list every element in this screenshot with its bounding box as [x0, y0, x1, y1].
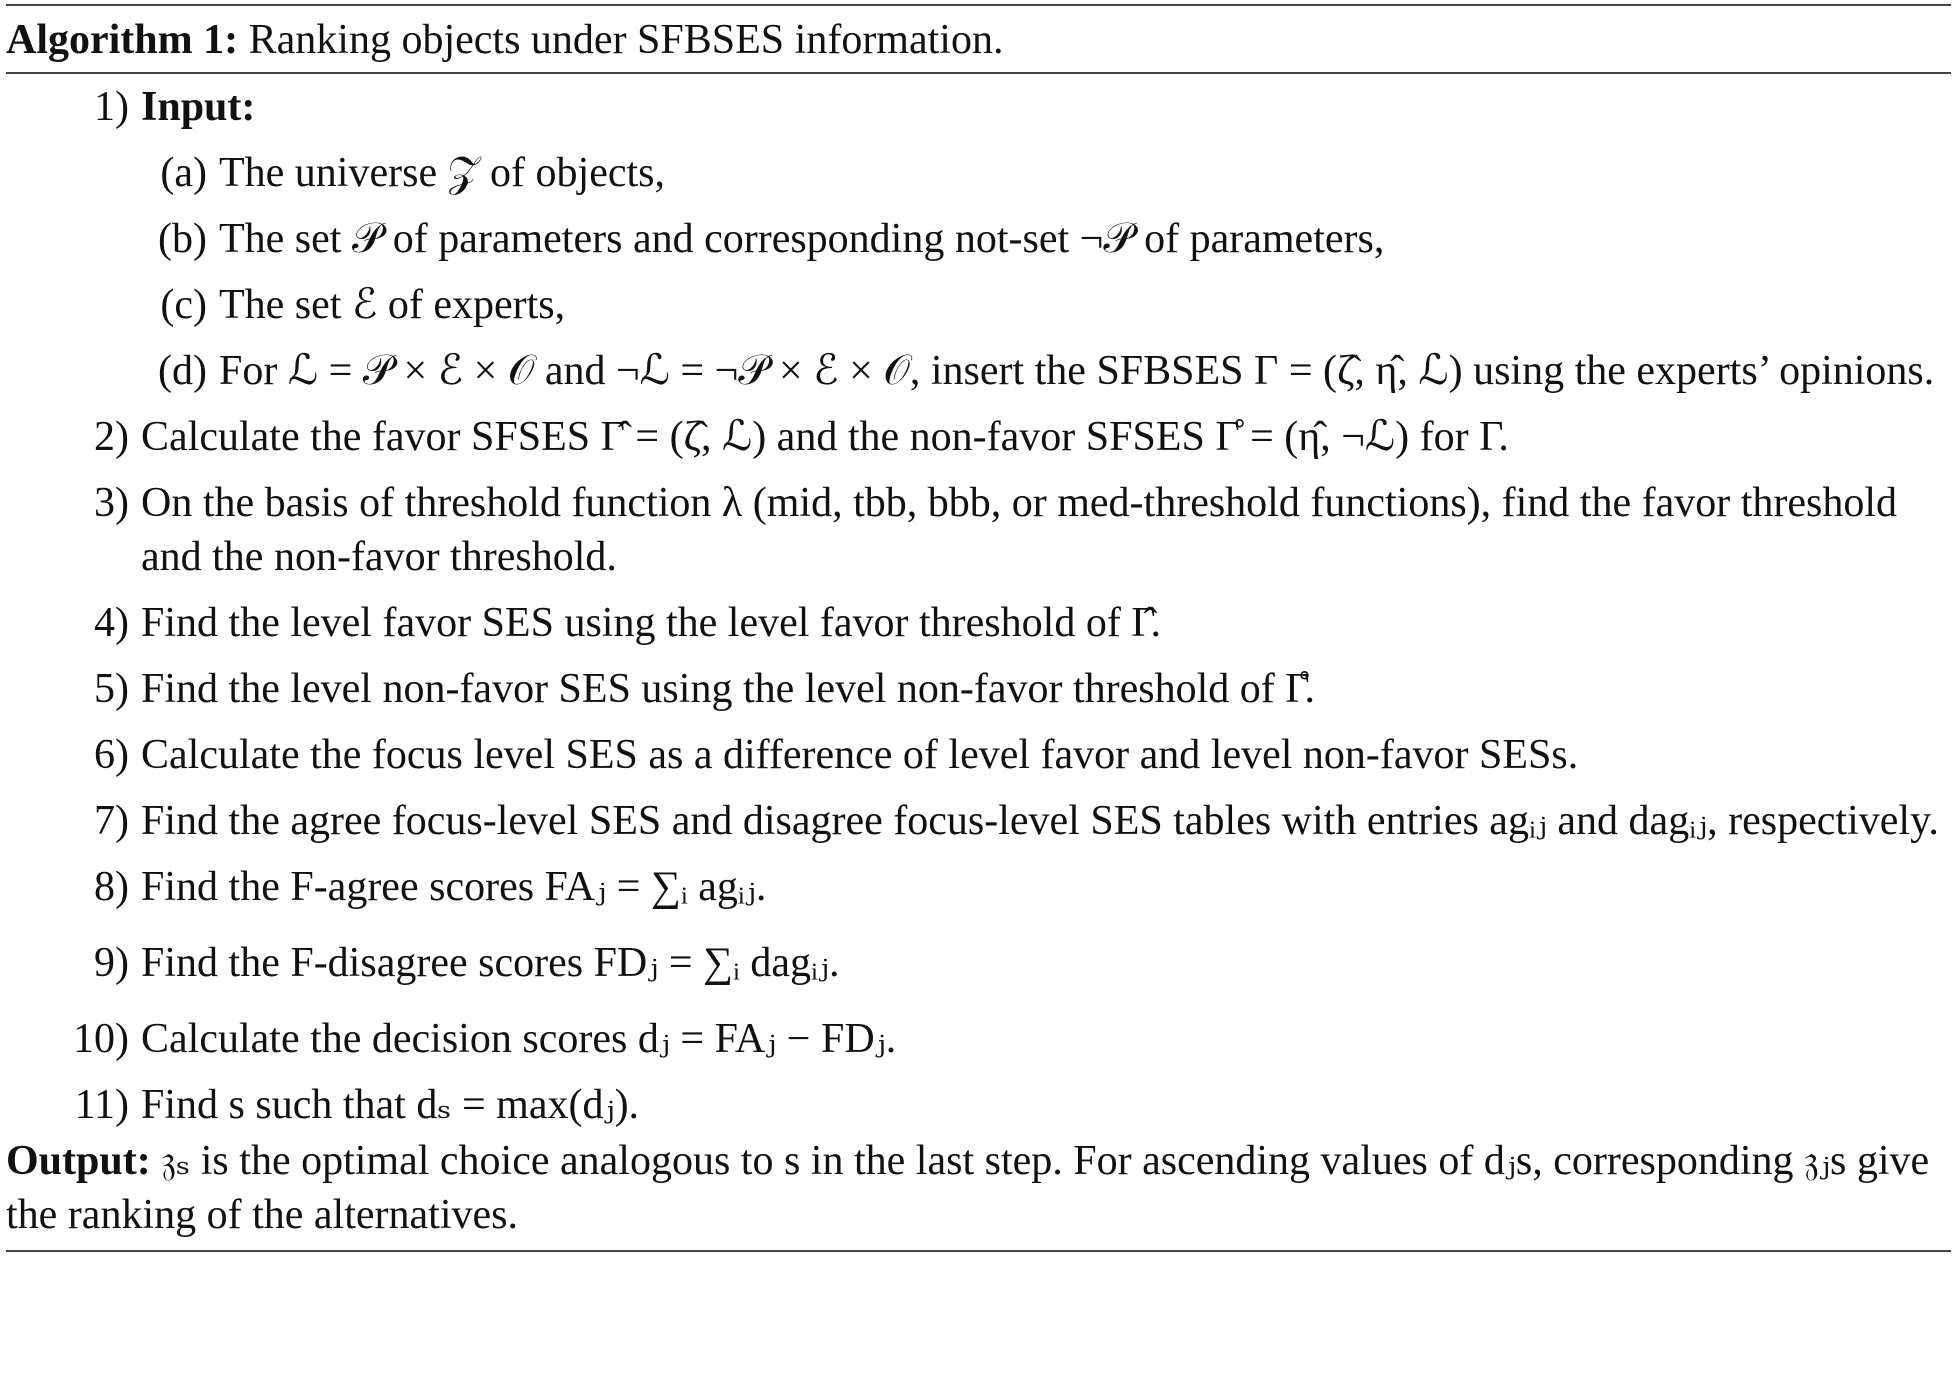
input-label: (c) [160, 282, 207, 328]
step-text: Find the agree focus-level SES and disagree focus-level SES tables with entries agᵢⱼ and dagᵢⱼ, respectively. [141, 798, 1939, 844]
step-number: 3) [94, 480, 129, 526]
step-1 [6, 80, 1951, 398]
input-item [141, 212, 1951, 266]
step-text: On the basis of threshold function λ (mid, tbb, bbb, or med-threshold functions), find the favor threshold and the non-favor threshold. [141, 480, 1898, 580]
step-8 [6, 860, 1951, 914]
algorithm-header [6, 6, 1951, 72]
algorithm-box [6, 0, 1951, 1252]
step-9 [6, 936, 1951, 990]
step-number: 4) [94, 600, 129, 646]
step-number: 6) [94, 732, 129, 778]
step-text: Calculate the focus level SES as a difference of level favor and level non-favor SESs. [141, 732, 1579, 778]
step-text: Find the level non-favor SES using the level non-favor threshold of Γ̊. [141, 666, 1316, 712]
step-3 [6, 476, 1951, 584]
input-label: (a) [160, 150, 207, 196]
step-number: 10) [73, 1016, 129, 1062]
input-item [141, 344, 1951, 398]
step-number: 11) [74, 1082, 129, 1128]
step-text: Find the level favor SES using the level favor threshold of Γ̂. [141, 600, 1162, 646]
step-7 [6, 794, 1951, 848]
bottom-rule [6, 1250, 1951, 1252]
algorithm-label: Algorithm 1: [6, 17, 239, 63]
step-number: 5) [94, 666, 129, 712]
input-label: (d) [158, 348, 207, 394]
input-label: (b) [158, 216, 207, 262]
step-number: 9) [94, 940, 129, 986]
step-text: Calculate the decision scores dⱼ = FAⱼ − FDⱼ. [141, 1016, 897, 1062]
step-text: Find the F-disagree scores FDⱼ = ∑ᵢ dagᵢⱼ. [141, 940, 840, 986]
step-2 [6, 410, 1951, 464]
step-text: Calculate the favor SFSES Γ̂ = (ζ̂, ℒ) and the non-favor SFSES Γ̊ = (η̂, ¬ℒ) for Γ. [141, 414, 1509, 460]
input-text: The set ℰ of experts, [219, 282, 566, 328]
output-text: 𝔷ₛ is the optimal choice analogous to s in the last step. For ascending values of dⱼs, corresponding 𝔷ⱼs give the ranking of the alternatives. [6, 1138, 1930, 1238]
output-paragraph [6, 1134, 1951, 1248]
step-11 [6, 1078, 1951, 1132]
input-item [141, 146, 1951, 200]
algorithm-steps [6, 74, 1951, 1132]
output-label: Output: [6, 1138, 151, 1184]
input-text: For ℒ = 𝒫 × ℰ × 𝒪 and ¬ℒ = ¬𝒫 × ℰ × 𝒪, insert the SFBSES Γ = (ζ̂, η̂, ℒ) using the experts’ opinions. [219, 348, 1935, 394]
step-number: 7) [94, 798, 129, 844]
input-item [141, 278, 1951, 332]
step-10 [6, 1012, 1951, 1066]
step-text: Input: [141, 84, 256, 130]
algorithm-title: Ranking objects under SFBSES information. [248, 17, 1004, 63]
step-4 [6, 596, 1951, 650]
step-number: 2) [94, 414, 129, 460]
input-text: The set 𝒫 of parameters and corresponding not-set ¬𝒫 of parameters, [219, 216, 1385, 262]
step-number: 8) [94, 864, 129, 910]
step-5 [6, 662, 1951, 716]
step-text: Find the F-agree scores FAⱼ = ∑ᵢ agᵢⱼ. [141, 864, 767, 910]
step-text: Find s such that dₛ = max(dⱼ). [141, 1082, 640, 1128]
input-list [141, 146, 1951, 398]
input-text: The universe 𝒵 of objects, [219, 150, 665, 196]
step-6 [6, 728, 1951, 782]
step-number: 1) [94, 84, 129, 130]
